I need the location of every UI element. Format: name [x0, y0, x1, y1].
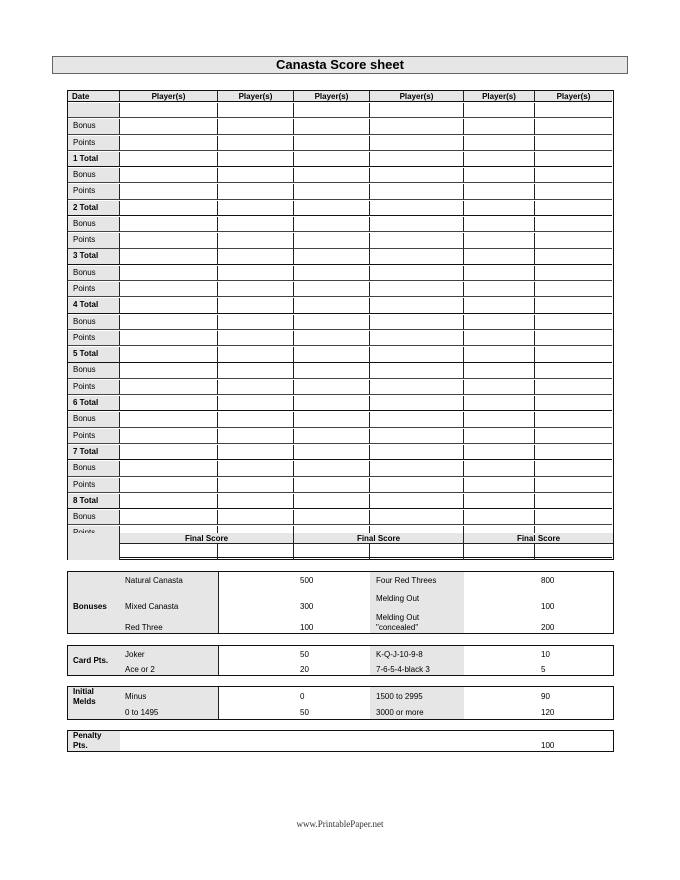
meld-points: 90	[541, 692, 550, 701]
bonus-points: 100	[541, 602, 555, 611]
score-cell[interactable]	[535, 282, 612, 297]
row-label: Points	[68, 282, 120, 297]
penalty-points: 100	[541, 741, 555, 750]
score-cell[interactable]	[120, 184, 218, 199]
score-cell[interactable]	[218, 494, 294, 509]
row-label: Bonus	[68, 119, 120, 134]
total-row-label: 3 Total	[68, 249, 120, 264]
score-cell[interactable]	[535, 396, 612, 411]
score-cell[interactable]	[294, 184, 370, 199]
score-cell[interactable]	[218, 201, 294, 216]
score-cell[interactable]	[370, 347, 464, 362]
score-cell[interactable]	[294, 510, 370, 525]
initial-melds-table	[67, 686, 614, 720]
score-cell[interactable]	[464, 412, 535, 427]
score-cell[interactable]	[370, 201, 464, 216]
score-cell[interactable]	[294, 315, 370, 330]
score-cell[interactable]	[218, 445, 294, 460]
score-cell[interactable]	[535, 461, 612, 476]
bonus-name: Melding Out "concealed"	[376, 613, 420, 632]
score-cell[interactable]	[294, 282, 370, 297]
score-cell[interactable]	[120, 363, 218, 378]
score-cell[interactable]	[370, 136, 464, 151]
score-cell[interactable]	[535, 445, 612, 460]
score-cell[interactable]	[120, 233, 218, 248]
date-header: Date	[68, 91, 120, 102]
score-cell[interactable]	[535, 152, 612, 167]
score-cell[interactable]	[464, 478, 535, 493]
card-name: 7-6-5-4-black 3	[376, 665, 430, 674]
score-cell[interactable]	[464, 201, 535, 216]
score-cell[interactable]	[464, 363, 535, 378]
score-cell[interactable]	[370, 510, 464, 525]
score-cell[interactable]	[370, 233, 464, 248]
score-cell[interactable]	[535, 184, 612, 199]
score-cell[interactable]	[464, 445, 535, 460]
score-cell[interactable]	[535, 298, 612, 313]
score-cell[interactable]	[464, 119, 535, 134]
score-cell[interactable]	[370, 363, 464, 378]
score-cell[interactable]	[464, 249, 535, 264]
score-cell[interactable]	[120, 461, 218, 476]
score-cell[interactable]	[218, 478, 294, 493]
meld-name: Minus	[125, 692, 147, 701]
score-cell[interactable]	[294, 249, 370, 264]
score-cell[interactable]	[464, 315, 535, 330]
score-cell[interactable]	[120, 119, 218, 134]
score-cell[interactable]	[535, 510, 612, 525]
initial-melds-label: Initial Melds	[73, 687, 96, 706]
score-cell[interactable]	[294, 103, 370, 118]
total-row-label: 6 Total	[68, 396, 120, 411]
score-cell[interactable]	[370, 266, 464, 281]
score-cell[interactable]	[370, 249, 464, 264]
score-cell[interactable]	[218, 396, 294, 411]
score-cell[interactable]	[294, 396, 370, 411]
final-score-cell[interactable]	[120, 544, 218, 560]
score-cell[interactable]	[120, 412, 218, 427]
final-score-label-2: Final Score	[294, 533, 464, 544]
score-cell[interactable]	[218, 119, 294, 134]
row-label: Points	[68, 478, 120, 493]
row-label: Bonus	[68, 510, 120, 525]
score-cell[interactable]	[535, 136, 612, 151]
score-cell[interactable]	[120, 429, 218, 444]
player-header[interactable]: Player(s)	[218, 91, 294, 102]
card-name: Ace or 2	[125, 665, 155, 674]
score-cell[interactable]	[535, 103, 612, 118]
bonus-name: Natural Canasta	[125, 576, 183, 585]
score-cell[interactable]	[120, 445, 218, 460]
total-row-label: 7 Total	[68, 445, 120, 460]
score-cell[interactable]	[120, 136, 218, 151]
meld-name: 3000 or more	[376, 708, 424, 717]
score-cell[interactable]	[294, 233, 370, 248]
score-cell[interactable]	[218, 510, 294, 525]
score-cell[interactable]	[218, 136, 294, 151]
bonus-name: Four Red Threes	[376, 576, 437, 585]
score-cell[interactable]	[294, 201, 370, 216]
card-points: 10	[541, 650, 550, 659]
score-cell[interactable]	[120, 347, 218, 362]
meld-points: 120	[541, 708, 555, 717]
card-name: K-Q-J-10-9-8	[376, 650, 423, 659]
score-cell[interactable]	[120, 201, 218, 216]
score-cell[interactable]	[535, 217, 612, 232]
score-cell[interactable]	[218, 298, 294, 313]
score-cell[interactable]	[535, 380, 612, 395]
bonus-points: 100	[300, 623, 314, 632]
score-cell[interactable]	[535, 363, 612, 378]
score-cell[interactable]	[120, 266, 218, 281]
score-cell[interactable]	[120, 152, 218, 167]
penalty-label: Penalty Pts.	[73, 731, 102, 750]
score-cell[interactable]	[464, 152, 535, 167]
score-cell[interactable]	[218, 347, 294, 362]
score-cell[interactable]	[294, 217, 370, 232]
final-score-label-1: Final Score	[120, 533, 294, 544]
meld-name: 0 to 1495	[125, 708, 159, 717]
score-cell[interactable]	[294, 266, 370, 281]
score-cell[interactable]	[120, 298, 218, 313]
row-label: Bonus	[68, 266, 120, 281]
player-header[interactable]: Player(s)	[535, 91, 612, 102]
final-score-cell[interactable]	[370, 544, 464, 560]
score-cell[interactable]	[464, 396, 535, 411]
final-score-label-3: Final Score	[464, 533, 613, 544]
score-cell[interactable]	[218, 282, 294, 297]
score-cell[interactable]	[120, 510, 218, 525]
score-cell[interactable]	[120, 478, 218, 493]
final-score-cell[interactable]	[464, 544, 535, 560]
score-cell[interactable]	[294, 152, 370, 167]
score-cell[interactable]	[218, 103, 294, 118]
score-cell[interactable]	[370, 445, 464, 460]
score-cell[interactable]	[464, 168, 535, 183]
score-cell[interactable]	[464, 429, 535, 444]
score-cell[interactable]	[120, 380, 218, 395]
score-cell[interactable]	[120, 494, 218, 509]
penalty-table	[67, 730, 614, 752]
score-cell[interactable]	[464, 233, 535, 248]
row-label: Bonus	[68, 461, 120, 476]
score-cell[interactable]	[370, 298, 464, 313]
card-points-table	[67, 645, 614, 676]
score-cell[interactable]	[535, 494, 612, 509]
score-cell[interactable]	[294, 298, 370, 313]
score-cell[interactable]	[294, 168, 370, 183]
score-cell[interactable]	[370, 315, 464, 330]
score-cell[interactable]	[370, 429, 464, 444]
score-cell[interactable]	[370, 103, 464, 118]
score-cell[interactable]	[120, 315, 218, 330]
score-cell[interactable]	[294, 380, 370, 395]
score-cell[interactable]	[464, 298, 535, 313]
score-cell[interactable]	[370, 119, 464, 134]
score-cell[interactable]	[294, 445, 370, 460]
score-cell[interactable]	[120, 331, 218, 346]
total-row-label: 5 Total	[68, 347, 120, 362]
score-cell[interactable]	[218, 249, 294, 264]
score-cell[interactable]	[370, 152, 464, 167]
score-cell[interactable]	[370, 396, 464, 411]
row-label: Points	[68, 233, 120, 248]
row-label: Bonus	[68, 363, 120, 378]
score-cell[interactable]	[464, 266, 535, 281]
score-cell[interactable]	[294, 429, 370, 444]
meld-points: 50	[300, 708, 309, 717]
row-label: Points	[68, 184, 120, 199]
score-cell[interactable]	[120, 217, 218, 232]
bonus-name: Melding Out	[376, 594, 420, 603]
player-header[interactable]: Player(s)	[370, 91, 464, 102]
bonus-points: 500	[300, 576, 314, 585]
player-header[interactable]: Player(s)	[120, 91, 218, 102]
score-cell[interactable]	[370, 331, 464, 346]
row-label: Bonus	[68, 412, 120, 427]
card-points: 50	[300, 650, 309, 659]
score-cell[interactable]	[464, 461, 535, 476]
player-header[interactable]: Player(s)	[294, 91, 370, 102]
row-label: Points	[68, 136, 120, 151]
row-label: Bonus	[68, 315, 120, 330]
card-points: 5	[541, 665, 546, 674]
score-cell[interactable]	[535, 249, 612, 264]
score-cell[interactable]	[294, 478, 370, 493]
meld-name: 1500 to 2995	[376, 692, 423, 701]
score-cell[interactable]	[464, 380, 535, 395]
score-cell[interactable]	[464, 494, 535, 509]
bonuses-label: Bonuses	[73, 602, 107, 611]
score-cell[interactable]	[370, 380, 464, 395]
score-cell[interactable]	[370, 478, 464, 493]
score-cell[interactable]	[218, 461, 294, 476]
score-cell[interactable]	[218, 217, 294, 232]
score-cell[interactable]	[535, 478, 612, 493]
score-table	[67, 90, 614, 560]
total-row-label: 1 Total	[68, 152, 120, 167]
score-cell[interactable]	[370, 184, 464, 199]
score-cell[interactable]	[294, 331, 370, 346]
score-cell[interactable]	[535, 412, 612, 427]
score-cell[interactable]	[370, 282, 464, 297]
card-name: Joker	[125, 650, 145, 659]
score-cell[interactable]	[535, 347, 612, 362]
score-cell[interactable]	[218, 429, 294, 444]
score-cell[interactable]	[120, 249, 218, 264]
score-cell[interactable]	[294, 363, 370, 378]
total-row-label: 4 Total	[68, 298, 120, 313]
score-cell[interactable]	[370, 412, 464, 427]
score-cell[interactable]	[535, 315, 612, 330]
score-cell[interactable]	[535, 233, 612, 248]
row-label: Points	[68, 380, 120, 395]
final-score-cell[interactable]	[294, 544, 370, 560]
score-cell[interactable]	[464, 282, 535, 297]
row-label: Bonus	[68, 217, 120, 232]
total-row-label: 2 Total	[68, 201, 120, 216]
score-cell[interactable]	[535, 119, 612, 134]
score-cell[interactable]	[464, 136, 535, 151]
footer-url: www.PrintablePaper.net	[296, 819, 384, 829]
score-cell[interactable]	[218, 266, 294, 281]
score-cell[interactable]	[294, 136, 370, 151]
score-cell[interactable]	[120, 396, 218, 411]
page-title: Canasta Score sheet	[52, 56, 628, 74]
score-cell[interactable]	[120, 168, 218, 183]
score-cell[interactable]	[218, 363, 294, 378]
score-cell[interactable]	[464, 347, 535, 362]
bonus-points: 300	[300, 602, 314, 611]
final-score-cell[interactable]	[218, 544, 294, 560]
score-cell[interactable]	[535, 201, 612, 216]
score-cell[interactable]	[535, 168, 612, 183]
score-cell[interactable]	[464, 331, 535, 346]
score-cell[interactable]	[464, 184, 535, 199]
player-header[interactable]: Player(s)	[464, 91, 535, 102]
score-cell[interactable]	[218, 315, 294, 330]
final-score-row	[68, 533, 613, 560]
score-cell[interactable]	[294, 119, 370, 134]
row-label: Bonus	[68, 168, 120, 183]
meld-points: 0	[300, 692, 305, 701]
bonuses-table	[67, 571, 614, 634]
score-cell[interactable]	[120, 103, 218, 118]
card-points-label: Card Pts.	[73, 656, 109, 665]
score-cell[interactable]	[294, 494, 370, 509]
score-cell[interactable]	[535, 331, 612, 346]
score-cell[interactable]	[120, 282, 218, 297]
score-cell[interactable]	[464, 510, 535, 525]
score-cell[interactable]	[294, 412, 370, 427]
score-cell[interactable]	[218, 380, 294, 395]
row-label: Points	[68, 331, 120, 346]
bonus-name: Red Three	[125, 623, 163, 632]
score-cell[interactable]	[370, 217, 464, 232]
score-cell[interactable]	[218, 168, 294, 183]
card-points: 20	[300, 665, 309, 674]
score-cell[interactable]	[218, 233, 294, 248]
score-cell[interactable]	[464, 103, 535, 118]
score-cell[interactable]	[464, 217, 535, 232]
score-cell[interactable]	[294, 347, 370, 362]
score-cell[interactable]	[370, 461, 464, 476]
score-cell[interactable]	[370, 494, 464, 509]
bonus-points: 200	[541, 623, 555, 632]
score-cell[interactable]	[218, 152, 294, 167]
bonus-name: Mixed Canasta	[125, 602, 179, 611]
score-cell[interactable]	[535, 266, 612, 281]
total-row-label: 8 Total	[68, 494, 120, 509]
score-cell[interactable]	[294, 461, 370, 476]
score-cell[interactable]	[218, 184, 294, 199]
score-cell[interactable]	[370, 168, 464, 183]
bonus-points: 800	[541, 576, 555, 585]
final-score-cell[interactable]	[535, 544, 613, 560]
row-label: Points	[68, 429, 120, 444]
score-cell[interactable]	[218, 412, 294, 427]
score-cell[interactable]	[535, 429, 612, 444]
score-cell[interactable]	[218, 331, 294, 346]
blank-row-label	[68, 103, 120, 118]
